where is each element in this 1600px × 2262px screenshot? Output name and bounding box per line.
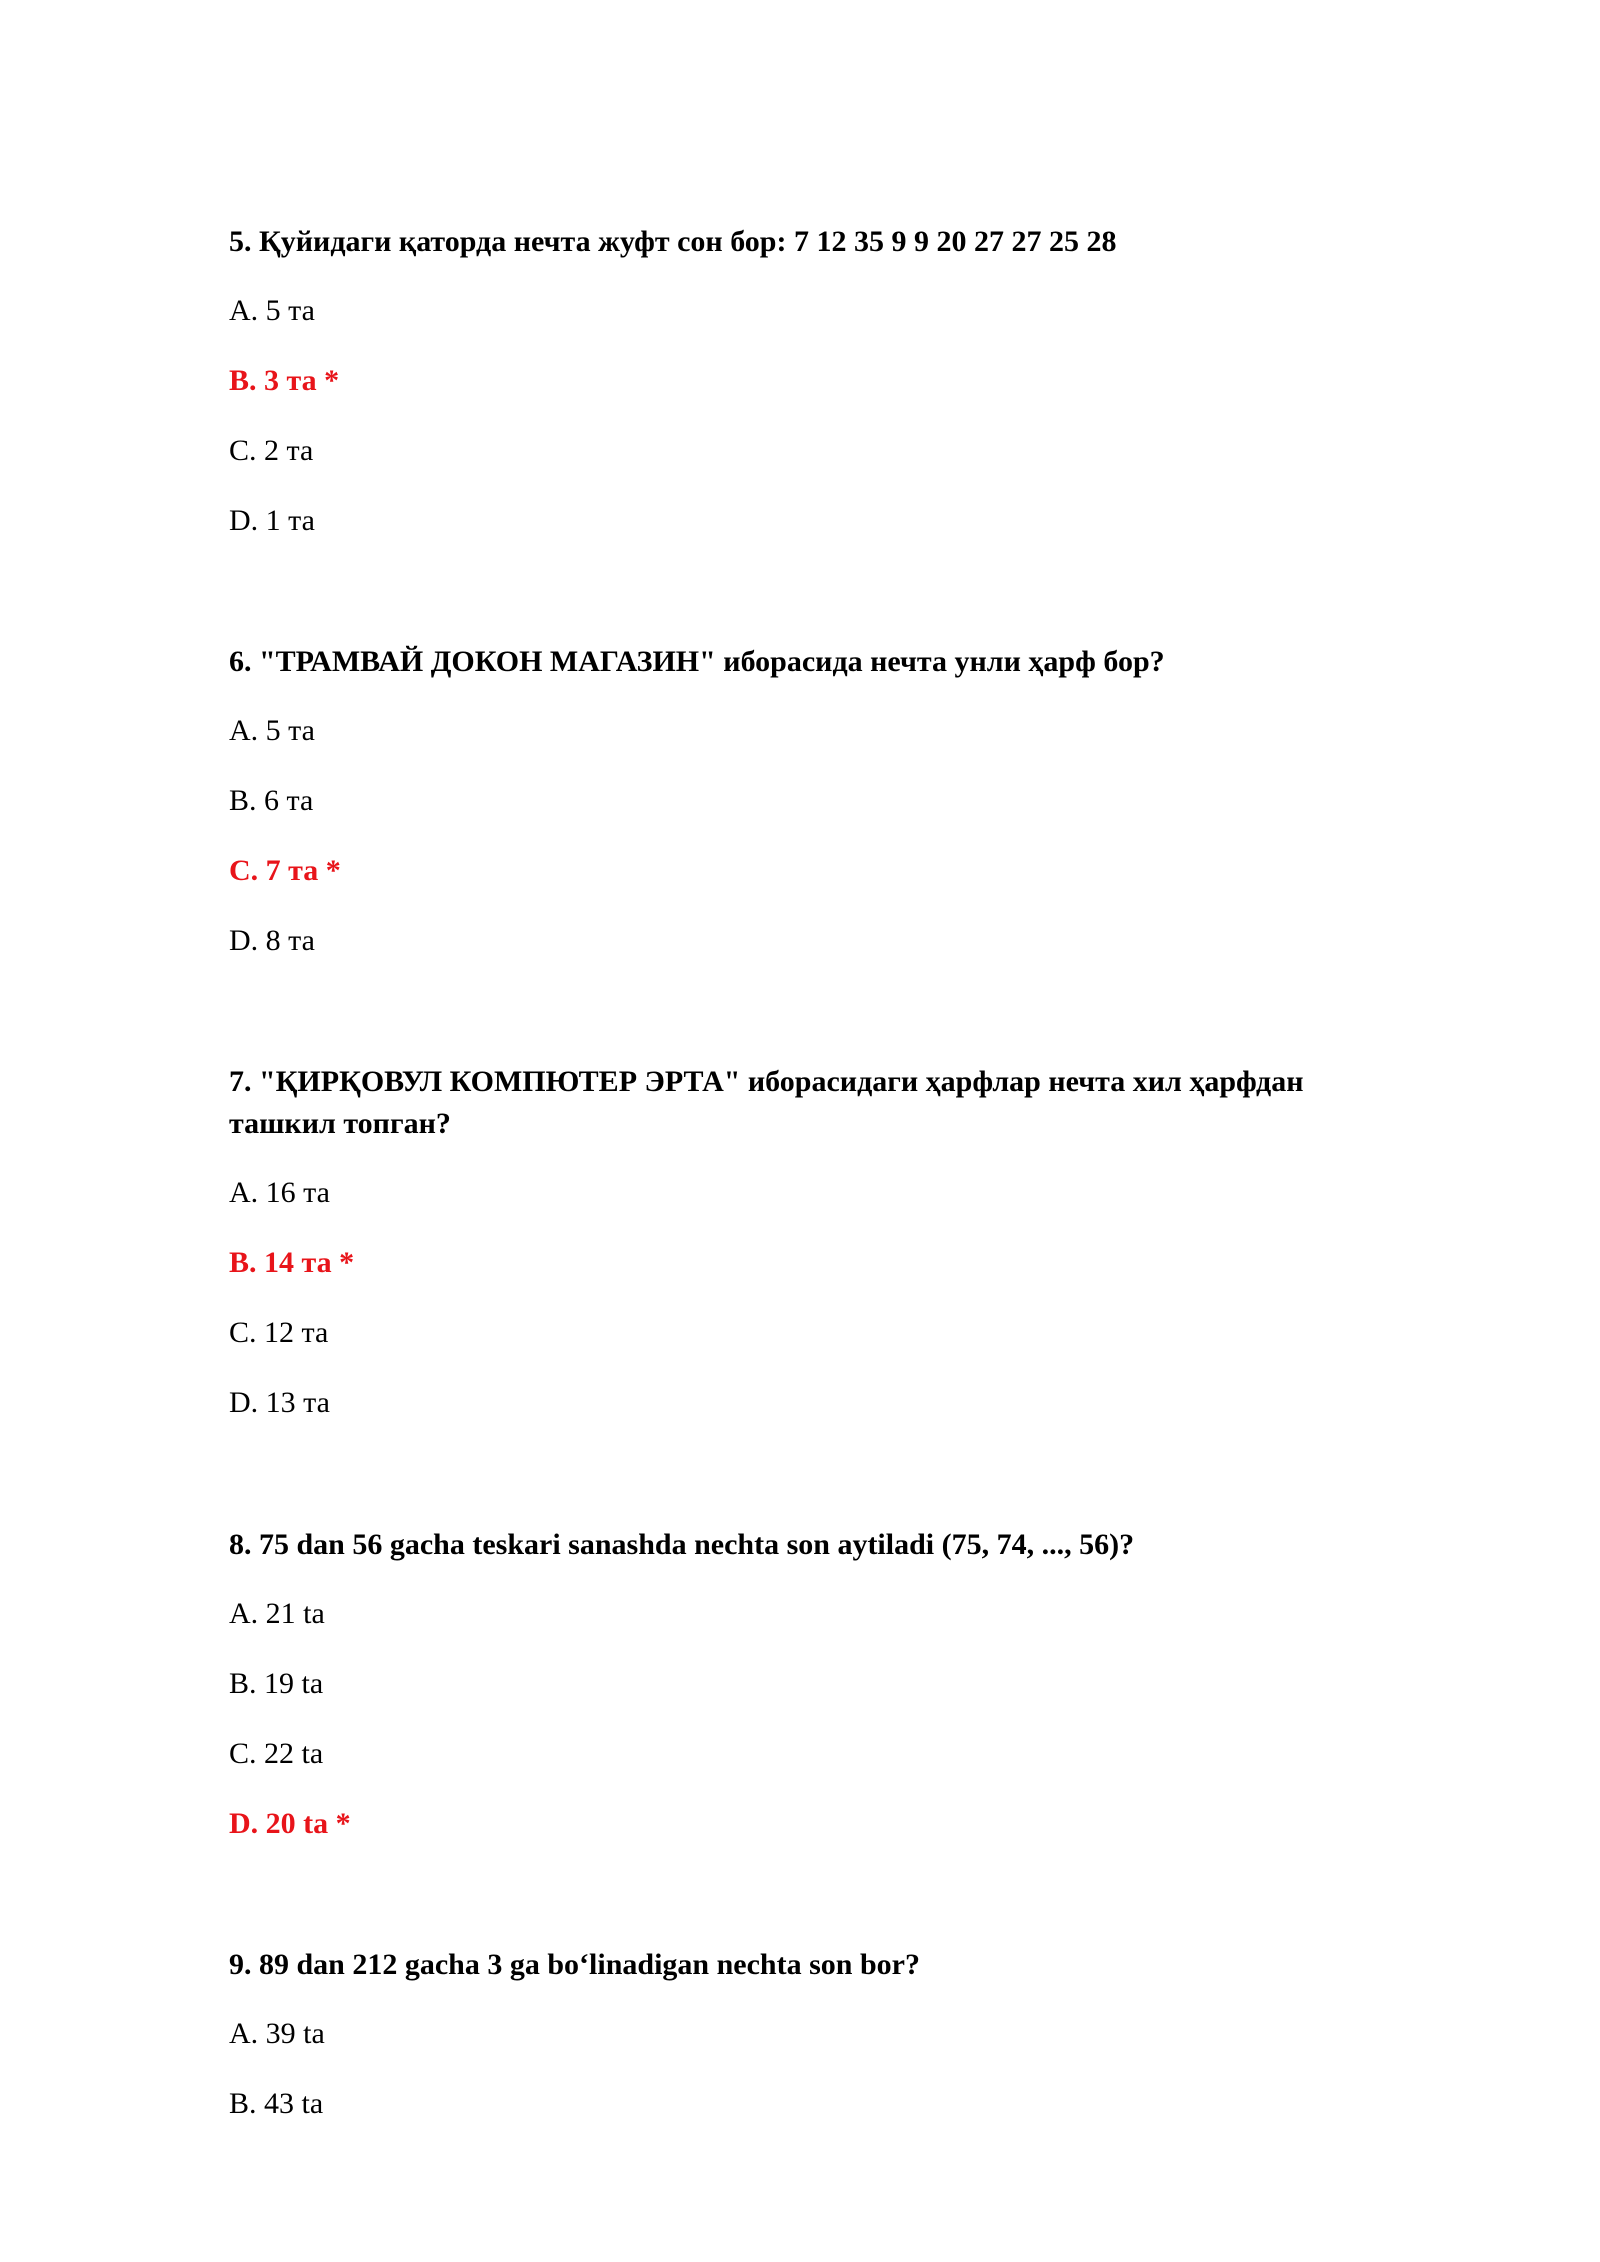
question-6 (229, 641, 1409, 961)
question-5 (229, 221, 1409, 541)
option-d: D. 8 та (229, 924, 315, 957)
option-b: B. 43 ta (229, 2087, 324, 2120)
option-c: C. 12 та (229, 1316, 329, 1349)
option-a: A. 21 ta (229, 1597, 325, 1630)
option-c: C. 2 та (229, 434, 314, 467)
option-c: C. 22 ta (229, 1737, 324, 1770)
question-9 (229, 1944, 1409, 2124)
question-8 (229, 1524, 1409, 1844)
option-b-correct: B. 14 та * (229, 1246, 355, 1279)
option-a: A. 39 ta (229, 2017, 325, 2050)
question-text: 9. 89 dan 212 gacha 3 ga bo‘linadigan nechta son bor? (229, 1948, 920, 1981)
option-a: A. 5 та (229, 714, 315, 747)
option-d: D. 1 та (229, 504, 315, 537)
option-d: D. 13 та (229, 1386, 330, 1419)
option-b: B. 6 та (229, 784, 314, 817)
option-c-correct: C. 7 та * (229, 854, 341, 887)
question-7 (229, 1061, 1409, 1431)
option-d-correct: D. 20 ta * (229, 1807, 351, 1840)
question-text: 6. "ТРАМВАЙ ДОКОН МАГАЗИН" иборасида нечта унли ҳарф бор? (229, 645, 1165, 678)
option-a: A. 5 та (229, 294, 315, 327)
question-text: 8. 75 dan 56 gacha teskari sanashda nechta son aytiladi (75, 74, ..., 56)? (229, 1528, 1135, 1561)
question-text: 5. Қуйидаги қаторда нечта жуфт сон бор: 7 12 35 9 9 20 27 27 25 28 (229, 225, 1117, 258)
question-text: 7. "ҚИРҚОВУЛ КОМПЮТЕР ЭРТА" иборасидаги ҳарфлар нечта хил ҳарфдан ташкил топган? (229, 1065, 1304, 1140)
option-a: A. 16 та (229, 1176, 330, 1209)
option-b-correct: B. 3 та * (229, 364, 340, 397)
option-b: B. 19 ta (229, 1667, 324, 1700)
